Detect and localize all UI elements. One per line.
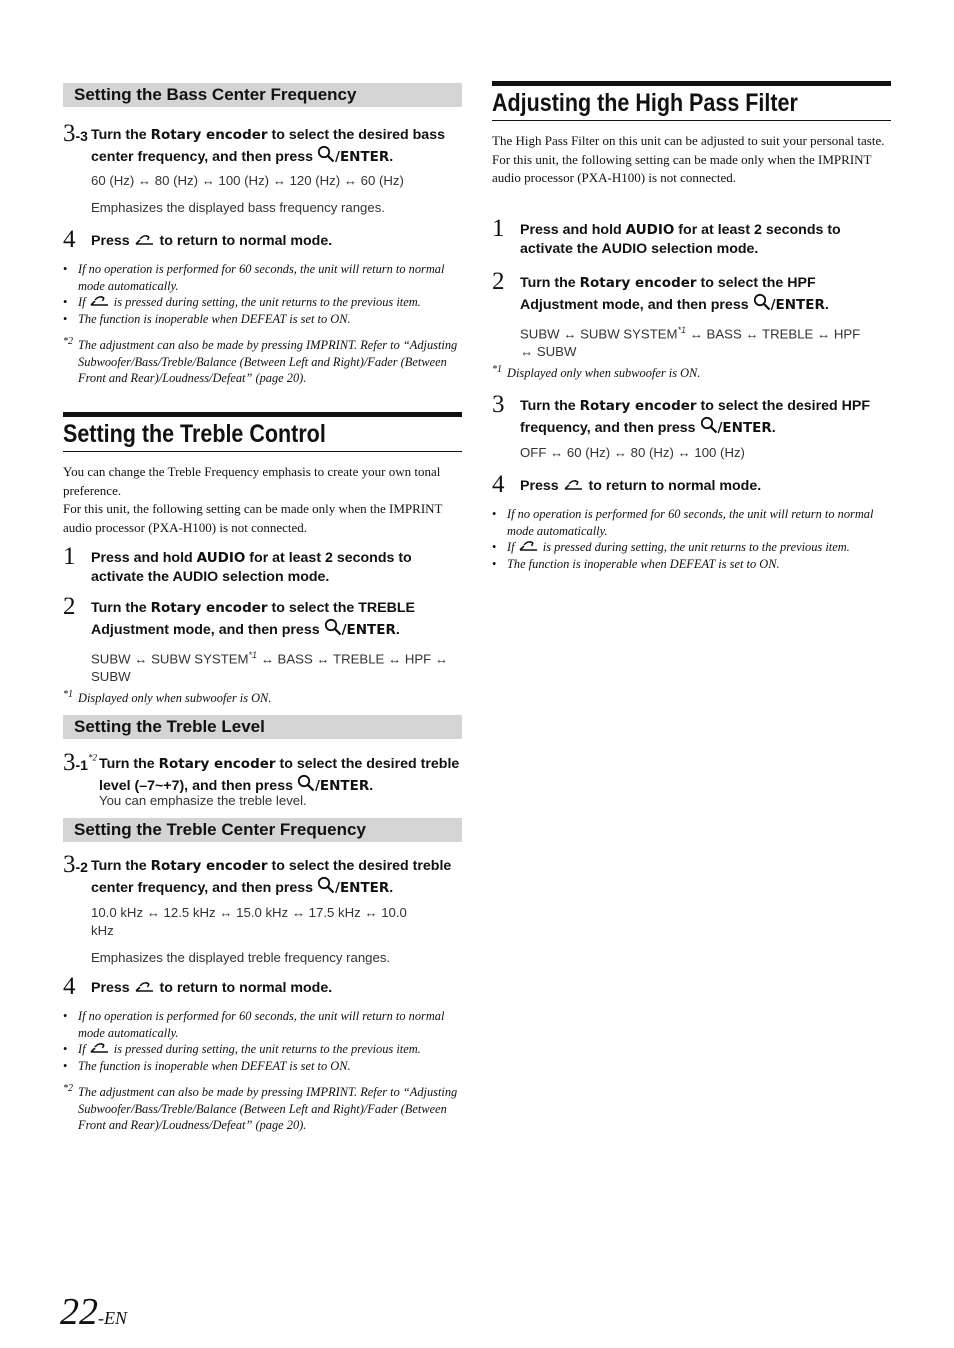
hpf-frequency-options: OFF ↔ 60 (Hz) ↔ 80 (Hz) ↔ 100 (Hz) bbox=[520, 445, 745, 460]
note-item: • If no operation is performed for 60 seconds, the unit will return to normal mode automatically. bbox=[63, 261, 462, 294]
note-item: • The function is inoperable when DEFEAT is set to ON. bbox=[63, 311, 462, 328]
bass-center-notes bbox=[63, 261, 462, 327]
step-number: 1 bbox=[63, 543, 76, 570]
treble-center-header: Setting the Treble Center Frequency bbox=[63, 818, 462, 842]
hpf-mode-sequence: SUBW ↔ SUBW SYSTEM$^{*1}$ ↔ BASS ↔ TREBLE ↔ HPF ↔ SUBW bbox=[520, 325, 861, 360]
bass-center-footnote: *2 The adjustment can also be made by pressing IMPRINT. Refer to “Adjusting Subwoofer/Bass/Treble/Balance (Between Left and Right)/Fader (Between Front and Rear)/Loudness/Defeat” (page 20). bbox=[63, 336, 458, 386]
return-arrow-icon bbox=[134, 233, 156, 247]
step-instruction: Press to return to normal mode. bbox=[91, 233, 333, 249]
note-item: • The function is inoperable when DEFEAT is set to ON. bbox=[63, 1058, 462, 1075]
step-number: 2 bbox=[63, 593, 76, 620]
hpf-intro: The High Pass Filter on this unit can be adjusted to suit your personal taste. For this unit, the following setting can be made only when the IMPRINT audio processor (PXA-H100) is not connected. bbox=[492, 133, 885, 185]
hpf-notes bbox=[492, 506, 891, 572]
step-instruction: Turn the Rotary encoder to select the desired treble level (–7~+7), and then press /ENTER. bbox=[99, 756, 460, 794]
treble-center-notes bbox=[63, 1008, 462, 1074]
step-instruction: Press and hold AUDIO for at least 2 seconds to activate the AUDIO selection mode. bbox=[91, 550, 412, 585]
note-item: • The function is inoperable when DEFEAT is set to ON. bbox=[492, 556, 891, 573]
step-instruction: Turn the Rotary encoder to select the TREBLE Adjustment mode, and then press /ENTER. bbox=[91, 600, 415, 638]
step-instruction: Turn the Rotary encoder to select the HPF Adjustment mode, and then press /ENTER. bbox=[520, 275, 829, 313]
step-instruction: Turn the Rotary encoder to select the desired treble center frequency, and then press /ENTER. bbox=[91, 858, 452, 896]
treble-control-title: Setting the Treble Control bbox=[63, 412, 462, 452]
page-number: 22-EN bbox=[60, 1291, 127, 1333]
step-number: 1 bbox=[492, 215, 505, 242]
return-arrow-icon bbox=[518, 539, 540, 553]
step-number: 3-3 bbox=[63, 120, 88, 147]
note-item: • If no operation is performed for 60 seconds, the unit will return to normal mode automatically. bbox=[492, 506, 891, 539]
search-magnifier-icon bbox=[317, 145, 335, 163]
note-item: • If is pressed during setting, the unit returns to the previous item. bbox=[492, 539, 891, 556]
return-arrow-icon bbox=[89, 1041, 111, 1055]
search-magnifier-icon bbox=[753, 293, 771, 311]
step-instruction: Press and hold AUDIO for at least 2 seconds to activate the AUDIO selection mode. bbox=[520, 222, 841, 257]
step-number: 3 bbox=[492, 391, 505, 418]
step-instruction: Turn the Rotary encoder to select the desired HPF frequency, and then press /ENTER. bbox=[520, 398, 871, 436]
step-number: 3-1$^{*2}$ bbox=[63, 749, 97, 776]
step-instruction: Press to return to normal mode. bbox=[520, 478, 762, 494]
bass-frequency-options: 60 (Hz) ↔ 80 (Hz) ↔ 100 (Hz) ↔ 120 (Hz) ↔ 60 (Hz) bbox=[91, 173, 404, 188]
search-magnifier-icon bbox=[700, 416, 718, 434]
step-number: 2 bbox=[492, 268, 505, 295]
treble-mode-sequence: SUBW ↔ SUBW SYSTEM$^{*1}$ ↔ BASS ↔ TREBLE ↔ HPF ↔ SUBW bbox=[91, 650, 449, 685]
return-arrow-icon bbox=[89, 294, 111, 308]
treble-level-description: You can emphasize the treble level. bbox=[99, 793, 307, 808]
step-number: 4 bbox=[63, 226, 76, 253]
treble-frequency-options: 10.0 kHz ↔ 12.5 kHz ↔ 15.0 kHz ↔ 17.5 kHz ↔ 10.0 kHz bbox=[91, 905, 407, 938]
treble-level-header: Setting the Treble Level bbox=[63, 715, 462, 739]
search-magnifier-icon bbox=[297, 774, 315, 792]
step-number: 4 bbox=[492, 471, 505, 498]
note-item: • If is pressed during setting, the unit returns to the previous item. bbox=[63, 1041, 462, 1058]
treble-control-intro: You can change the Treble Frequency emphasis to create your own tonal preference. For this unit, the following setting can be made only when the IMPRINT audio processor (PXA-H100) is not connected. bbox=[63, 464, 443, 535]
treble-frequency-description: Emphasizes the displayed treble frequency ranges. bbox=[91, 950, 391, 965]
search-magnifier-icon bbox=[317, 876, 335, 894]
step-instruction: Press to return to normal mode. bbox=[91, 980, 333, 996]
step-number: 4 bbox=[63, 973, 76, 1000]
return-arrow-icon bbox=[134, 980, 156, 994]
step-instruction: Turn the Rotary encoder to select the desired bass center frequency, and then press /ENTER. bbox=[91, 127, 445, 165]
treble-center-footnote: *2 The adjustment can also be made by pressing IMPRINT. Refer to “Adjusting Subwoofer/Bass/Treble/Balance (Between Left and Right)/Fader (Between Front and Rear)/Loudness/Defeat” (page 20). bbox=[63, 1083, 458, 1133]
step-number: 3-2 bbox=[63, 851, 88, 878]
search-magnifier-icon bbox=[324, 618, 342, 636]
note-item: • If no operation is performed for 60 seconds, the unit will return to normal mode automatically. bbox=[63, 1008, 462, 1041]
treble-control-footnote: *1 Displayed only when subwoofer is ON. bbox=[63, 689, 272, 705]
return-arrow-icon bbox=[563, 478, 585, 492]
bass-frequency-description: Emphasizes the displayed bass frequency ranges. bbox=[91, 200, 385, 215]
hpf-title: Adjusting the High Pass Filter bbox=[492, 81, 891, 121]
bass-center-header: Setting the Bass Center Frequency bbox=[63, 83, 462, 107]
hpf-footnote: *1 Displayed only when subwoofer is ON. bbox=[492, 364, 701, 380]
note-item: • If is pressed during setting, the unit returns to the previous item. bbox=[63, 294, 462, 311]
